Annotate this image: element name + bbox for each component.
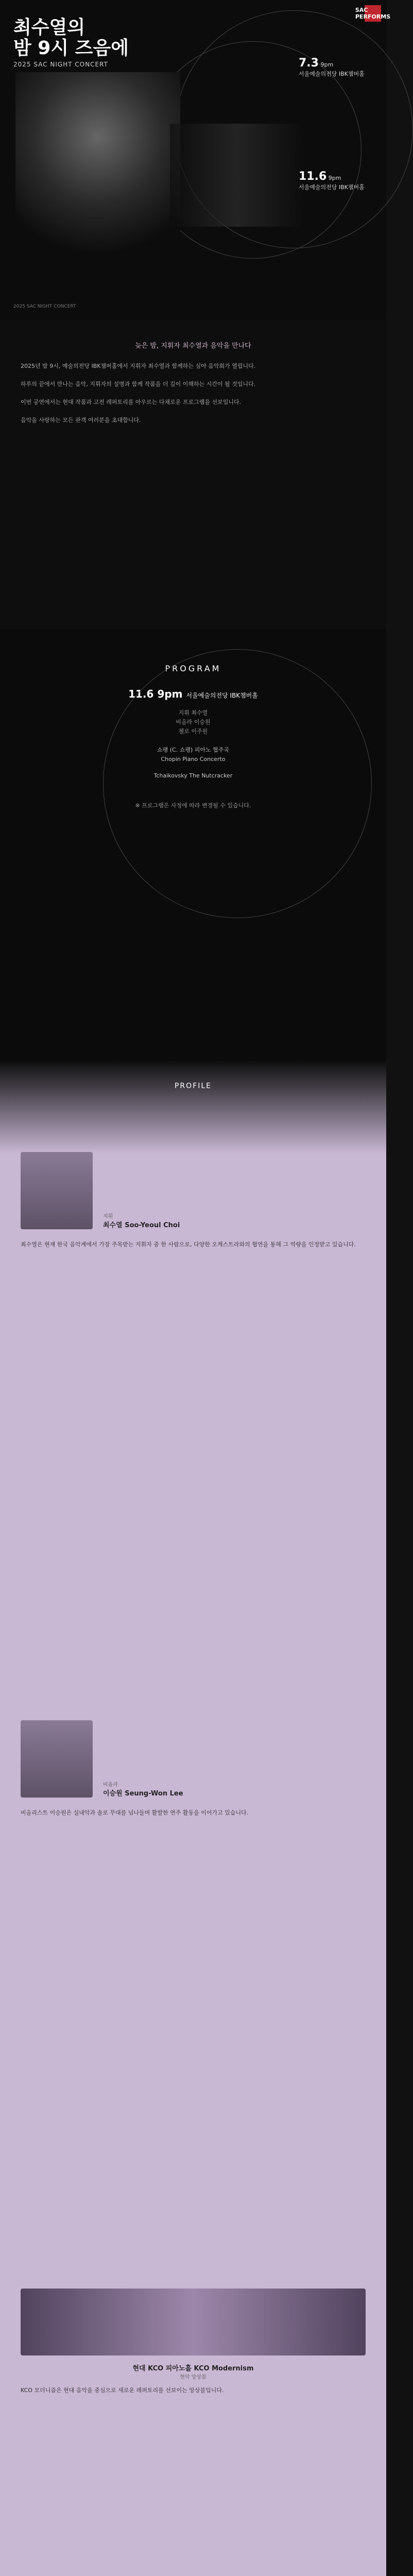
piece-line: Tchaikovsky The Nutcracker bbox=[153, 772, 233, 779]
intro-paragraph: 하루의 끝에서 만나는 음악, 지휘자의 설명과 함께 작품을 더 깊이 이해하는 시간이 될 것입니다. bbox=[21, 381, 256, 387]
program-note: ※ 프로그램은 사정에 따라 변경될 수 있습니다. bbox=[135, 802, 251, 809]
intro-paragraph: 음악을 사랑하는 모든 관객 여러분을 초대합니다. bbox=[21, 417, 141, 423]
profile-card-2 bbox=[21, 1720, 366, 1798]
ensemble-photo bbox=[21, 2289, 366, 2355]
time-2: 9pm bbox=[328, 175, 341, 181]
hero-title-line1: 최수열의 bbox=[13, 17, 85, 38]
profile-photo bbox=[21, 1720, 93, 1798]
hero-footer-line: 2025 SAC NIGHT CONCERT bbox=[13, 304, 76, 309]
date-card-2 bbox=[299, 170, 376, 191]
hero-banner bbox=[0, 0, 391, 319]
profile-role: 지휘 bbox=[103, 1214, 113, 1219]
profile-photo bbox=[21, 1152, 93, 1229]
conductor-portrait bbox=[15, 72, 180, 258]
intro-section bbox=[0, 319, 386, 629]
intro-paragraph: 2025년 밤 9시, 예술의전당 IBK챔버홀에서 지휘자 최수열과 함께하는 심야 음악회가 열립니다. bbox=[21, 363, 256, 369]
profile-card-1 bbox=[21, 1152, 366, 1229]
program-section bbox=[0, 629, 386, 1061]
profile-section bbox=[0, 1061, 386, 2576]
performer-line: 지휘 최수열 bbox=[178, 709, 208, 716]
profile-title: PROFILE bbox=[174, 1082, 212, 1090]
profile-name: 이승원 Seung-Won Lee bbox=[103, 1790, 183, 1798]
performer-line: 첼로 이주원 bbox=[178, 728, 208, 735]
profile-bio: 최수열은 현재 한국 음악계에서 가장 주목받는 지휘자 중 한 사람으로, 다양한 오케스트라와의 협연을 통해 그 역량을 인정받고 있습니다. bbox=[21, 1241, 356, 1248]
profile-role: 비올라 bbox=[103, 1782, 118, 1788]
decorative-arc bbox=[103, 649, 372, 918]
orchestra-photo bbox=[170, 124, 304, 227]
piece-line: 쇼팽 (C. 쇼팽) 피아노 협주곡 bbox=[157, 747, 229, 753]
venue-1: 서울예술의전당 IBK챔버홀 bbox=[299, 71, 365, 77]
profile-role: 현악 앙상블 bbox=[180, 2375, 206, 2380]
piece-line: Chopin Piano Concerto bbox=[161, 756, 226, 762]
profile-bio: 비올리스트 이승원은 실내악과 솔로 무대를 넘나들며 활발한 연주 활동을 이어가고 있습니다. bbox=[21, 1809, 249, 1816]
hero-subtitle: 2025 SAC NIGHT CONCERT bbox=[13, 61, 108, 68]
venue-2: 서울예술의전당 IBK챔버홀 bbox=[299, 184, 365, 191]
program-date-value: 11.6 bbox=[128, 688, 154, 700]
date-2: 11.6 bbox=[299, 170, 327, 183]
performer-line: 비올라 이승원 bbox=[176, 719, 211, 725]
program-venue: 서울예술의전당 IBK챔버홀 bbox=[186, 692, 258, 699]
date-1: 7.3 bbox=[299, 57, 319, 70]
intro-quote: 늦은 밤, 지휘자 최수열과 음악을 만나다 bbox=[135, 342, 251, 350]
profile-name: 최수열 Soo-Yeoul Choi bbox=[103, 1222, 180, 1229]
hero-title-line2: 밤 9시 즈음에 bbox=[13, 38, 129, 59]
intro-paragraph: 이번 공연에서는 현대 작품과 고전 레퍼토리를 아우르는 다채로운 프로그램을 선보입니다. bbox=[21, 399, 242, 405]
sac-logo: SAC PERFORMS bbox=[365, 5, 381, 22]
program-title: PROGRAM bbox=[165, 664, 221, 673]
time-1: 9pm bbox=[320, 61, 334, 68]
profile-name: 현대 KCO 피아노홀 KCO Modernism bbox=[132, 2365, 254, 2372]
hero-title bbox=[13, 18, 129, 59]
program-time: 9pm bbox=[157, 688, 183, 700]
date-card-1 bbox=[299, 57, 376, 78]
profile-bio: KCO 모더니즘은 현대 음악을 중심으로 새로운 레퍼토리를 선보이는 앙상블입니다. bbox=[21, 2387, 224, 2394]
